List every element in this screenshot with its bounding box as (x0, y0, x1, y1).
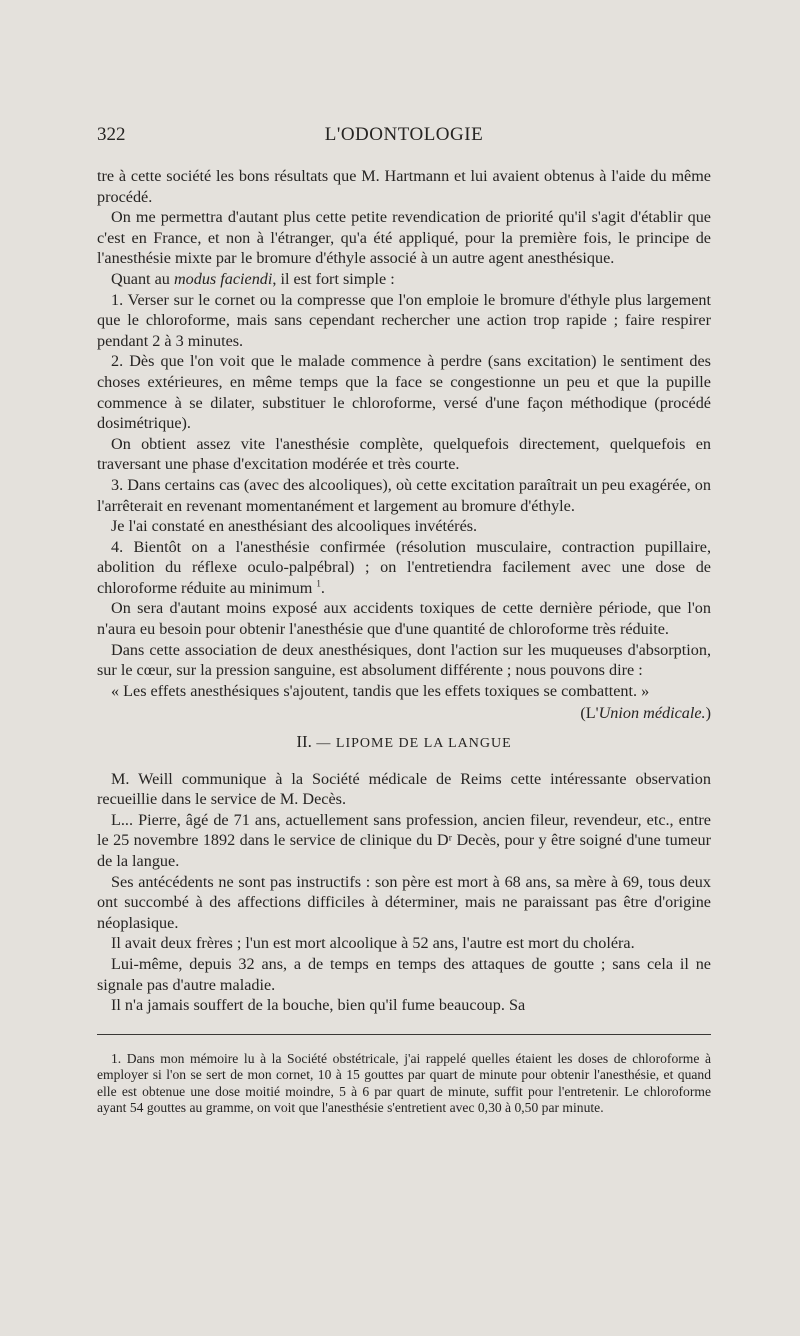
page-number: 322 (97, 124, 126, 145)
paragraph (97, 269, 711, 290)
italic-phrase: modus faciendi (173, 269, 273, 288)
paragraph: M. Weill communique à la Société médicale de Reims cette intéressante observation recueillie dans le service de M. Decès. (97, 769, 711, 809)
paragraph: Dans cette association de deux anesthésiques, dont l'action sur les muqueuses d'absorption, sur le cœur, sur la pression sanguine, est absolument différente ; nous pouvons dire : (97, 640, 711, 680)
paragraph: Ses antécédents ne sont pas instructifs : son père est mort à 68 ans, sa mère à 69, tous deux ont succombé à des affections difficiles à déterminer, mais ne paraissant pas être d'origine néoplasique. (97, 872, 711, 932)
paragraph: 2. Dès que l'on voit que le malade commence à perdre (sans excitation) le sentiment des choses extérieures, en même temps que la face se congestionne un peu et que la pupille commence à se dilater, substituer le chloroforme, versé d'une façon méthodique (procédé dosimétrique). (97, 352, 711, 433)
section-dash: — (311, 736, 336, 752)
running-title: L'ODONTOLOGIE (324, 124, 484, 145)
paragraph: « Les effets anesthésiques s'ajoutent, tandis que les effets toxiques se combattent. » (111, 681, 650, 700)
footnotes (97, 1051, 711, 1117)
document-page (97, 124, 711, 1117)
paragraph: L... Pierre, âgé de 71 ans, actuellement sans profession, ancien fileur, revendeur, etc., entre le 25 novembre 1892 dans le service de clinique du Dʳ Decès, pour y être soigné d'une tumeur de la langue. (97, 810, 711, 870)
paragraph: 1. Verser sur le cornet ou la compresse que l'on emploie le bromure d'éthyle plus largement que le chloroforme, mais sans cependant rechercher une action trop rapide ; faire respirer pendant 2 à 3 minutes. (97, 290, 711, 350)
page-header (97, 124, 711, 152)
paragraph: On sera d'autant moins exposé aux accidents toxiques de cette dernière période, que l'on n'aura eu besoin pour obtenir l'anesthésie que d'une quantité de chloroforme très réduite. (97, 599, 711, 639)
paragraph: Je l'ai constaté en anesthésiant des alcooliques invétérés. (111, 517, 478, 536)
footnote-marker[interactable]: 1 (316, 578, 321, 589)
paragraph: Lui-même, depuis 32 ans, a de temps en temps des attaques de goutte ; sans cela il ne signale pas d'autre maladie. (97, 954, 711, 994)
section-number: II. (296, 732, 312, 752)
paragraph-text: , il est fort simple : (272, 269, 395, 288)
source-citation (97, 703, 711, 724)
paragraph: 3. Dans certains cas (avec des alcooliques), où cette excitation paraîtrait un peu exagérée, on l'arrêterait en revenant momentanément et largement au bromure d'éthyle. (97, 475, 711, 515)
section-title: LIPOME DE LA LANGUE (335, 736, 512, 752)
footnote-divider (97, 1034, 711, 1035)
paragraph-text: . (320, 578, 325, 597)
paragraph: Il avait deux frères ; l'un est mort alcoolique à 52 ans, l'autre est mort du choléra. (111, 934, 635, 953)
source-close: ) (705, 704, 711, 723)
section-heading (97, 732, 711, 755)
footnote: 1. Dans mon mémoire lu à la Société obstétricale, j'ai rappelé quelles étaient les doses de chloroforme à employer si l'on se sert de mon cornet, 10 à 15 gouttes par quart de minute pour obtenir l'anesthésie, et quand elle est obtenue une dose moitié moindre, 5 à 6 par quart de minute, suffit pour l'entretenir. Le chloroforme ayant 54 gouttes au gramme, on voit que l'anesthésie s'entretient avec 0,30 à 0,50 par minute. (97, 1050, 711, 1116)
source-open: (L' (580, 704, 599, 723)
paragraph-text: 4. Bientôt on a l'anesthésie confirmée (résolution musculaire, contraction pupillaire, abolition du réflexe oculo-palpébral) ; on l'entretiendra facilement avec une dose de chloroforme réduite au minimum (97, 537, 711, 597)
paragraph-text: Quant au (111, 269, 174, 288)
paragraph: On me permettra d'autant plus cette petite revendication de priorité qu'il s'agit d'établir que c'est en France, et non à l'étranger, qu'a été appliqué, pour la première fois, le principe de l'anesthésie mixte par le bromure d'éthyle associé à un autre agent anesthésique. (97, 208, 711, 268)
source-title: Union médicale. (598, 704, 706, 723)
paragraph: tre à cette société les bons résultats que M. Hartmann et lui avaient obtenus à l'aide du même procédé. (97, 167, 711, 206)
paragraph: Il n'a jamais souffert de la bouche, bien qu'il fume beaucoup. Sa (111, 996, 526, 1015)
main-text (97, 166, 711, 1016)
paragraph: On obtient assez vite l'anesthésie complète, quelquefois directement, quelquefois en traversant une phase d'excitation modérée et très courte. (97, 434, 711, 474)
paragraph (97, 537, 711, 599)
